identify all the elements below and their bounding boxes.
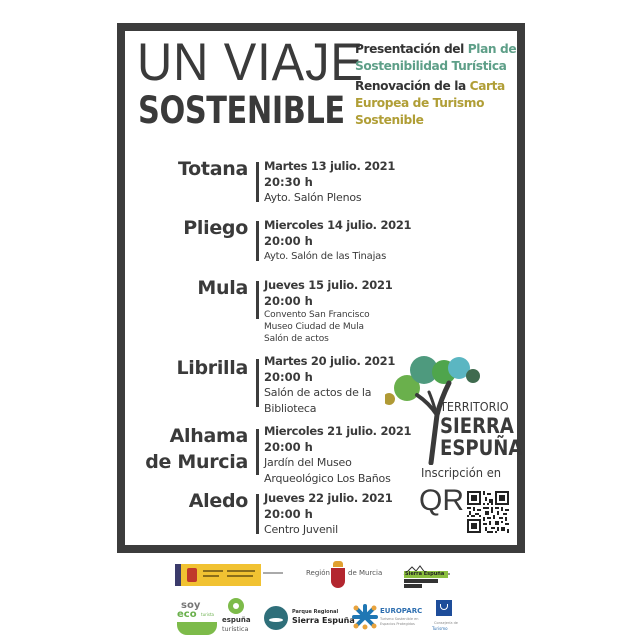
divider-bar — [256, 494, 259, 534]
event-time: 20:00 h — [264, 507, 313, 521]
logo-text: Sierra Espuña — [292, 616, 355, 625]
event-city-line: de Murcia — [145, 451, 248, 473]
soy-ecoturista-logo — [175, 600, 220, 638]
event-city: Aledo — [188, 490, 248, 512]
divider-bar — [256, 359, 259, 407]
event-date: Martes 20 julio. 2021 — [264, 354, 396, 368]
logo-line: ESPUÑA — [440, 436, 523, 460]
event-city: Mula — [197, 277, 248, 299]
logo-text: Parque Regional — [292, 609, 339, 615]
event-details — [264, 217, 411, 265]
spain-government-logo — [175, 564, 265, 586]
event-date: Miercoles 14 julio. 2021 — [264, 218, 412, 232]
subtitle-highlight: Sostenible — [355, 113, 424, 127]
sierra-espuna-label: Sierra Espuña — [404, 571, 448, 578]
logo-text: Espacios Protegidos — [380, 622, 415, 626]
event-time: 20:00 h — [264, 234, 313, 248]
title-un-viaje: UN VIAJE — [137, 33, 364, 92]
event-date: Martes 13 julio. 2021 — [264, 159, 396, 173]
event-details — [264, 490, 392, 538]
event-date: Jueves 15 julio. 2021 — [264, 278, 393, 292]
region-murcia-coat-of-arms — [331, 561, 345, 589]
event-city: Librilla — [176, 357, 248, 379]
subtitle-highlight: Europea de Turismo — [355, 96, 485, 110]
event-venue: Ayto. Salón de las Tinajas — [264, 251, 387, 262]
territorio-sierra-espuna-logo — [440, 400, 536, 459]
qr-label: QR — [419, 484, 464, 517]
event-venue: Jardín del Museo — [264, 456, 352, 469]
logo-text: Consejería de — [434, 621, 458, 625]
event-venue: Ayto. Salón Plenos — [264, 191, 362, 204]
divider-bar — [256, 162, 259, 202]
event-time: 20:30 h — [264, 175, 313, 189]
logo-text: Turismo — [432, 626, 448, 631]
consejeria-turismo-logo — [432, 600, 462, 636]
parque-regional-logo — [264, 606, 355, 634]
subtitle-highlight: Plan de — [467, 42, 517, 56]
logo-text: soy — [181, 600, 201, 611]
event-time: 20:00 h — [264, 440, 313, 454]
espuna-turistica-logo — [222, 598, 262, 636]
sierra-espuna-mountains-logo — [402, 560, 452, 590]
region-murcia-label-right: de Murcia — [348, 569, 383, 577]
logo-text: espuña — [222, 616, 251, 624]
ministry-text — [263, 572, 285, 576]
logo-text: eco — [177, 609, 197, 620]
europarc-logo — [352, 604, 432, 634]
sponsors-row-1 — [0, 560, 640, 592]
event-venue: Salón de actos — [264, 334, 329, 344]
event-venue: Convento San Francisco — [264, 310, 370, 320]
logo-text: turística — [222, 625, 249, 633]
logo-text: EUROPARC — [380, 607, 423, 615]
event-city: Pliego — [183, 217, 248, 239]
event-time: 20:00 h — [264, 294, 313, 308]
event-date: Miercoles 21 julio. 2021 — [264, 424, 412, 438]
event-city — [145, 423, 248, 475]
subtitle-carta — [355, 78, 525, 129]
event-time: 20:00 h — [264, 370, 313, 384]
event-details — [264, 158, 395, 206]
subtitle-highlight: Sostenibilidad Turística — [355, 59, 507, 73]
event-venue: Biblioteca — [264, 402, 317, 415]
event-date: Jueves 22 julio. 2021 — [264, 491, 393, 505]
logo-text: turista — [201, 612, 214, 617]
logo-line: TERRITORIO — [440, 399, 509, 414]
event-details — [264, 277, 392, 345]
event-city: Totana — [178, 158, 248, 180]
divider-bar — [256, 281, 259, 319]
registration-label: Inscripción en — [421, 465, 502, 480]
event-venue: Centro Juvenil — [264, 523, 339, 536]
event-venue: Museo Ciudad de Mula — [264, 322, 364, 332]
event-venue: Salón de actos de la — [264, 386, 372, 399]
divider-bar — [256, 429, 259, 475]
event-city-line: Alhama — [169, 425, 248, 447]
logo-text: Turismo Sostenible en — [380, 617, 419, 621]
region-murcia-label-left: Región — [306, 569, 330, 577]
sponsors-row-2 — [0, 598, 640, 638]
subtitle-text: Presentación del — [355, 42, 468, 56]
qr-code-icon[interactable] — [467, 491, 509, 533]
subtitle-block — [355, 41, 525, 132]
subtitle-plan — [355, 41, 525, 75]
event-details — [264, 353, 395, 417]
logo-line: SIERRA — [440, 414, 514, 438]
event-venue: Arqueológico Los Baños — [264, 472, 391, 485]
title-sostenible: SOSTENIBLE — [138, 89, 345, 132]
subtitle-text: Renovación de la — [355, 79, 470, 93]
divider-bar — [256, 221, 259, 261]
subtitle-highlight: Carta — [469, 79, 505, 93]
